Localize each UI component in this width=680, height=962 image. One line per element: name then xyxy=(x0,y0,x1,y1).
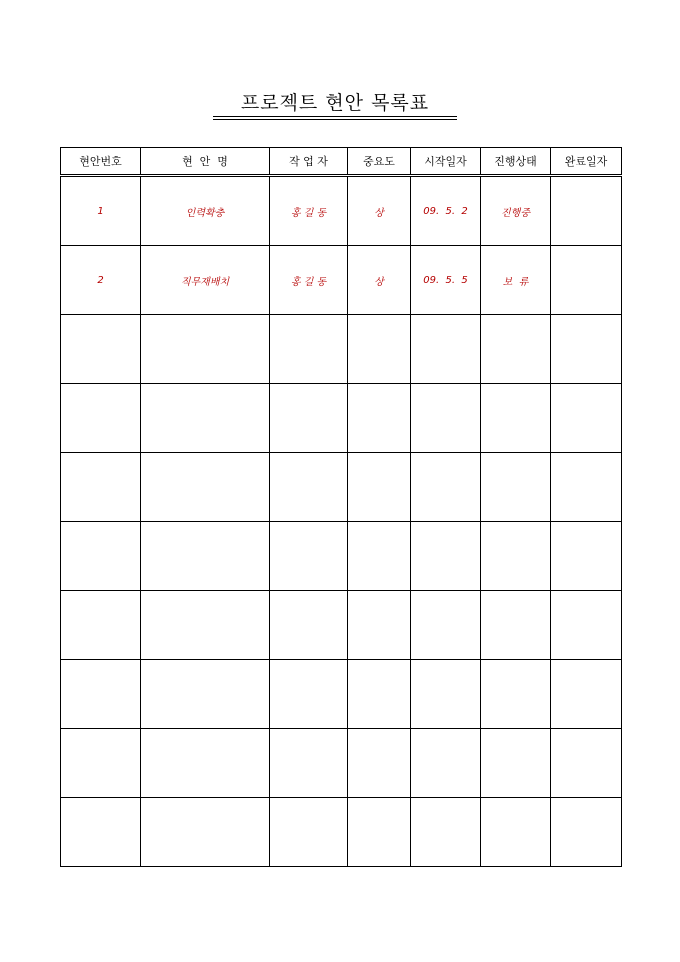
cell-priority xyxy=(348,315,411,384)
cell-priority xyxy=(348,591,411,660)
cell-issue-number: 1 xyxy=(61,176,141,246)
cell-issue-number xyxy=(61,591,141,660)
header-issue-number: 현안번호 xyxy=(61,148,141,176)
cell-issue-name xyxy=(141,315,270,384)
cell-completion-date xyxy=(551,591,622,660)
cell-completion-date xyxy=(551,660,622,729)
cell-start-date: 09. 5. 2 xyxy=(411,176,481,246)
table-row xyxy=(61,522,622,591)
header-issue-name: 현 안 명 xyxy=(141,148,270,176)
cell-issue-number xyxy=(61,522,141,591)
cell-start-date xyxy=(411,591,481,660)
header-worker: 작 업 자 xyxy=(270,148,348,176)
cell-issue-number xyxy=(61,798,141,867)
table-row xyxy=(61,315,622,384)
cell-start-date: 09. 5. 5 xyxy=(411,246,481,315)
cell-progress-status xyxy=(481,315,551,384)
cell-issue-name xyxy=(141,729,270,798)
cell-progress-status xyxy=(481,660,551,729)
table-row xyxy=(61,729,622,798)
table-row xyxy=(61,453,622,522)
header-progress-status: 진행상태 xyxy=(481,148,551,176)
page-title: 프로젝트 현안 목록표 xyxy=(240,92,430,114)
header-completion-date: 완료일자 xyxy=(551,148,622,176)
cell-start-date xyxy=(411,384,481,453)
cell-worker: 홍 길 동 xyxy=(270,176,348,246)
cell-priority: 상 xyxy=(348,246,411,315)
cell-worker xyxy=(270,315,348,384)
cell-progress-status: 보 류 xyxy=(481,246,551,315)
cell-issue-name xyxy=(141,522,270,591)
cell-priority: 상 xyxy=(348,176,411,246)
table-row xyxy=(61,660,622,729)
cell-start-date xyxy=(411,660,481,729)
cell-start-date xyxy=(411,453,481,522)
table-row xyxy=(61,798,622,867)
cell-completion-date xyxy=(551,246,622,315)
cell-priority xyxy=(348,660,411,729)
table-row xyxy=(61,384,622,453)
cell-start-date xyxy=(411,522,481,591)
table-row xyxy=(61,176,622,246)
table-row xyxy=(61,591,622,660)
title-underline-top xyxy=(213,116,457,117)
header-priority: 중요도 xyxy=(348,148,411,176)
cell-progress-status: 진행중 xyxy=(481,176,551,246)
cell-start-date xyxy=(411,729,481,798)
cell-progress-status xyxy=(481,384,551,453)
table-row xyxy=(61,246,622,315)
cell-priority xyxy=(348,384,411,453)
cell-issue-name xyxy=(141,384,270,453)
cell-progress-status xyxy=(481,522,551,591)
cell-progress-status xyxy=(481,798,551,867)
cell-priority xyxy=(348,798,411,867)
cell-progress-status xyxy=(481,453,551,522)
cell-issue-name xyxy=(141,660,270,729)
cell-priority xyxy=(348,453,411,522)
table-header-row xyxy=(61,148,622,176)
cell-worker xyxy=(270,453,348,522)
cell-worker xyxy=(270,384,348,453)
cell-issue-number: 2 xyxy=(61,246,141,315)
cell-issue-number xyxy=(61,453,141,522)
cell-worker: 홍 길 동 xyxy=(270,246,348,315)
cell-priority xyxy=(348,729,411,798)
cell-worker xyxy=(270,798,348,867)
cell-completion-date xyxy=(551,798,622,867)
cell-worker xyxy=(270,729,348,798)
cell-priority xyxy=(348,522,411,591)
cell-start-date xyxy=(411,315,481,384)
cell-issue-number xyxy=(61,660,141,729)
cell-start-date xyxy=(411,798,481,867)
cell-issue-number xyxy=(61,729,141,798)
cell-completion-date xyxy=(551,729,622,798)
header-start-date: 시작일자 xyxy=(411,148,481,176)
cell-issue-name xyxy=(141,453,270,522)
cell-completion-date xyxy=(551,522,622,591)
cell-completion-date xyxy=(551,384,622,453)
issue-list-table xyxy=(60,147,622,867)
cell-issue-name: 인력확충 xyxy=(141,176,270,246)
cell-progress-status xyxy=(481,591,551,660)
cell-worker xyxy=(270,660,348,729)
cell-progress-status xyxy=(481,729,551,798)
cell-completion-date xyxy=(551,453,622,522)
cell-worker xyxy=(270,522,348,591)
cell-issue-name: 직무재배치 xyxy=(141,246,270,315)
cell-issue-name xyxy=(141,591,270,660)
cell-worker xyxy=(270,591,348,660)
cell-completion-date xyxy=(551,315,622,384)
cell-issue-number xyxy=(61,384,141,453)
cell-completion-date xyxy=(551,176,622,246)
cell-issue-number xyxy=(61,315,141,384)
title-underline-bottom xyxy=(213,119,457,120)
cell-issue-name xyxy=(141,798,270,867)
